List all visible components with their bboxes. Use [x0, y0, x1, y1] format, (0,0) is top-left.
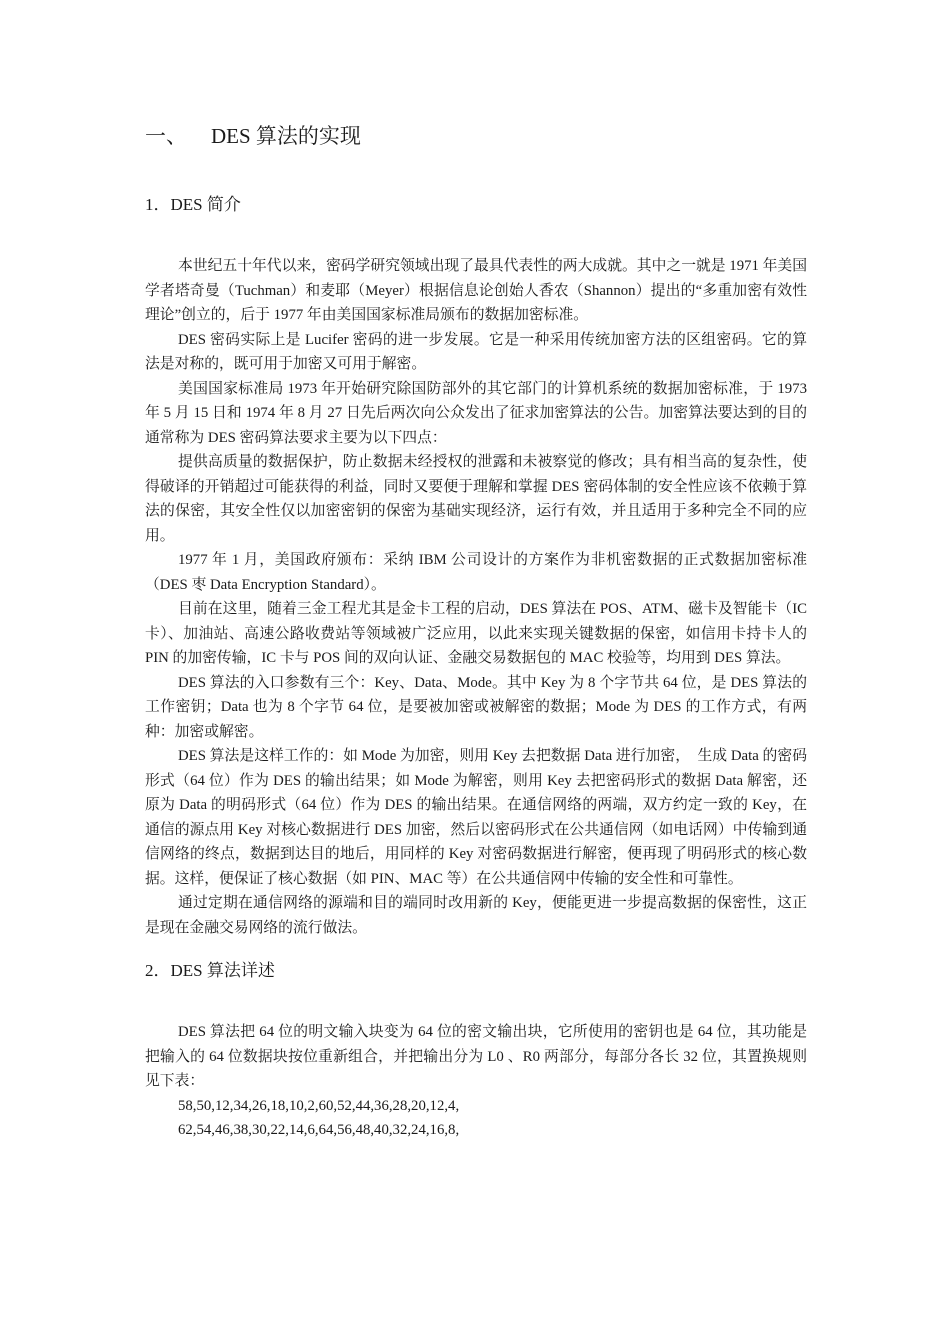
paragraph: DES 密码实际上是 Lucifer 密码的进一步发展。它是一种采用传统加密方法的区组密码。它的算法是对称的，既可用于加密又可用于解密。: [145, 331, 807, 372]
paragraph: DES 算法把 64 位的明文输入块变为 64 位的密文输出块，它所使用的密钥也是 64 位，其功能是把输入的 64 位数据块按位重新组合，并把输出分为 L0 、R0 两部分，每部分各长 32 位，其置换规则见下表：: [145, 1024, 807, 1089]
paragraph: 美国国家标准局 1973 年开始研究除国防部外的其它部门的计算机系统的数据加密标准，于 1973 年 5 月 15 日和 1974 年 8 月 27 日先后两次向公众发出了征求加密算法的公告。加密算法要达到的目的通常称为 DES 密码算法要求主要为以下四点：: [145, 380, 807, 446]
chapter-number: 一、: [145, 124, 187, 148]
chapter-title: DES 算法的实现: [211, 124, 361, 148]
paragraph: DES 算法的入口参数有三个：Key、Data、Mode。其中 Key 为 8 个字节共 64 位，是 DES 算法的工作密钥；Data 也为 8 个字节 64 位，是要被加密或被解密的数据；Mode 为 DES 的工作方式，有两种：加密或解密。: [145, 674, 807, 740]
paragraph: 目前在这里，随着三金工程尤其是金卡工程的启动，DES 算法在 POS、ATM、磁卡及智能卡（IC 卡）、加油站、高速公路收费站等领域被广泛应用，以此来实现关键数据的保密，如信用卡持卡人的 PIN 的加密传输，IC 卡与 POS 间的双向认证、金融交易数据包的 MAC 校验等，均用到 DES 算法。: [145, 601, 807, 666]
section-body-des-detail: [145, 1020, 807, 1143]
section-body-des-intro: [145, 254, 807, 940]
paragraph: 1977 年 1 月，美国政府颁布：采纳 IBM 公司设计的方案作为非机密数据的正式数据加密标准（DES 枣 Data Encryption Standard）。: [145, 552, 807, 593]
document-page: [145, 118, 807, 1143]
paragraph: 通过定期在通信网络的源端和目的端同时改用新的 Key，便能更进一步提高数据的保密性，这正是现在金融交易网络的流行做法。: [145, 895, 807, 936]
paragraph: 提供高质量的数据保护，防止数据未经授权的泄露和未被察觉的修改；具有相当高的复杂性，使得破译的开销超过可能获得的利益，同时又要便于理解和掌握 DES 密码体制的安全性应该不依赖于算法的保密，其安全性仅以加密密钥的保密为基础实现经济，运行有效，并且适用于多种完全不同的应用。: [145, 454, 807, 544]
section-heading-des-intro: 1．DES 简介: [145, 195, 241, 214]
paragraph: 本世纪五十年代以来，密码学研究领域出现了最具代表性的两大成就。其中之一就是 1971 年美国学者塔奇曼（Tuchman）和麦耶（Meyer）根据信息论创始人香农（Shannon）提出的“多重加密有效性理论”创立的，后于 1977 年由美国国家标准局颁布的数据加密标准。: [145, 258, 807, 323]
paragraph: DES 算法是这样工作的：如 Mode 为加密，则用 Key 去把数据 Data 进行加密， 生成 Data 的密码形式（64 位）作为 DES 的输出结果；如 Mode 为解密，则用 Key 去把密码形式的数据 Data 解密，还原为 Data 的明码形式（64 位）作为 DES 的输出结果。在通信网络的两端，双方约定一致的 Key，在通信的源点用 Key 对核心数据进行 DES 加密，然后以密码形式在公共通信网（如电话网）中传输到通信网络的终点，数据到达目的地后，用同样的 Key 对密码数据进行解密，便再现了明码形式的核心数据。这样，便保证了核心数据（如 PIN、MAC 等）在公共通信网中传输的安全性和可靠性。: [145, 748, 807, 887]
permutation-table-line: 58,50,12,34,26,18,10,2,60,52,44,36,28,20,12,4,: [178, 1097, 460, 1114]
permutation-table-line: 62,54,46,38,30,22,14,6,64,56,48,40,32,24,16,8,: [178, 1122, 460, 1138]
section-heading-des-detail: 2．DES 算法详述: [145, 961, 275, 980]
chapter-heading: [145, 118, 807, 154]
